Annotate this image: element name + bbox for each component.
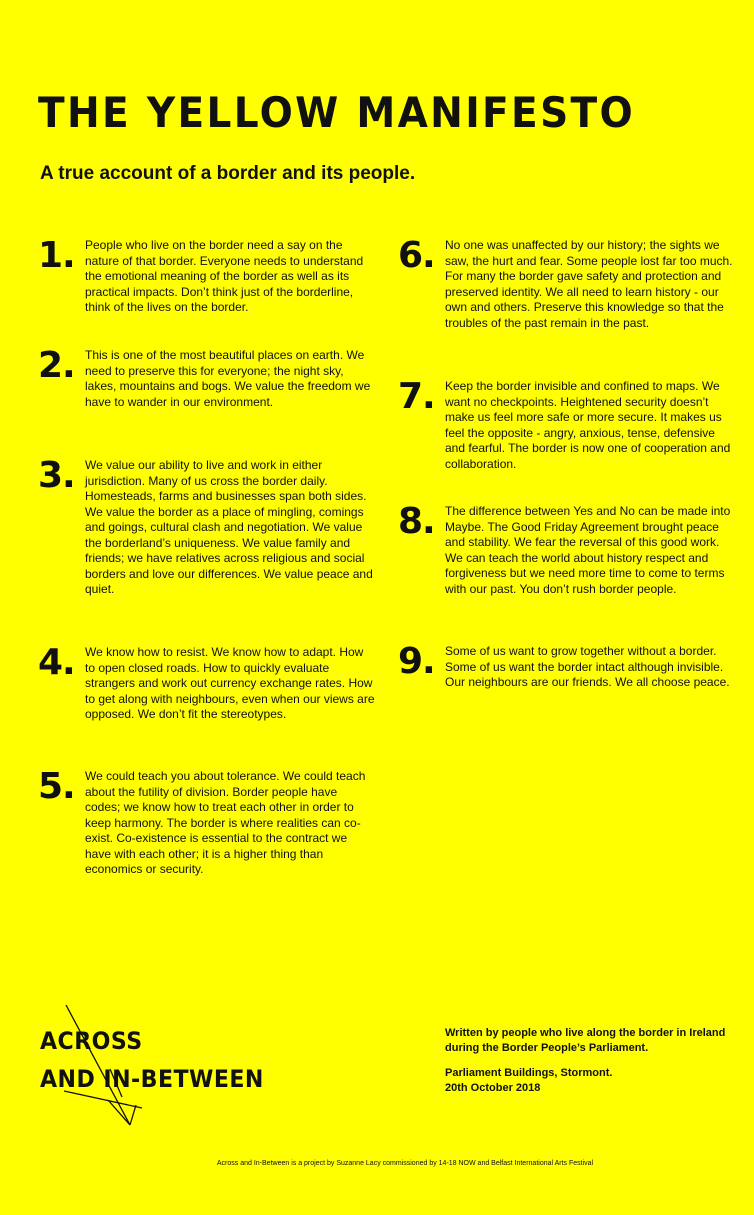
item-text: We know how to resist. We know how to adapt. How to open closed roads. How to quickly evaluate strangers and work out currency exchange rates. How to get along with neighbours, even when our views are opposed. We don’t fit the stereotypes.	[85, 645, 375, 721]
credits-authors: Written by people who live along the border in Ireland during the Border People’s Parliament.	[445, 1027, 726, 1054]
item-number: 4.	[38, 642, 75, 683]
page-title: THE YELLOW MANIFESTO	[38, 88, 636, 137]
credits-date: 20th October 2018	[445, 1082, 541, 1094]
item-number: 8.	[398, 501, 435, 542]
across-and-in-between-logo	[38, 1005, 298, 1130]
item-text: People who live on the border need a say on the nature of that border. Everyone needs to understand the emotional meaning of the border as well as its practical impacts. Don’t think just of the borderline, think of the lives on the border.	[85, 238, 364, 314]
item-number: 5.	[38, 766, 75, 807]
item-text: Keep the border invisible and confined to maps. We want no checkpoints. Heightened security doesn’t make us feel more safe or more secure. It makes us feel the opposite - angry, anxious, tense, defensive and fearful. The border is now one of cooperation and collaboration.	[445, 379, 731, 471]
item-text: We value our ability to live and work in either jurisdiction. Many of us cross the border daily. Homesteads, farms and businesses span both sides. We value the border as a place of mingling, comings and goings, cultural clash and negotiation. We value the borderland’s uniqueness. We value family and friends; we have relatives across religious and social borders and love our differences. We value peace and quiet.	[85, 458, 373, 596]
item-number: 6.	[398, 235, 435, 276]
item-number: 3.	[38, 455, 75, 496]
item-number: 2.	[38, 345, 75, 386]
footer-note: Across and In-Between is a project by Suzanne Lacy commissioned by 14-18 NOW and Belfast International Arts Festival	[216, 1160, 594, 1167]
credits-venue: Parliament Buildings, Stormont.	[445, 1067, 613, 1079]
item-text: Some of us want to grow together without a border. Some of us want the border intact although invisible. Our neighbours are our friends. We all choose peace.	[445, 644, 730, 689]
item-number: 9.	[398, 641, 435, 682]
item-text: The difference between Yes and No can be made into Maybe. The Good Friday Agreement brought peace and stability. We fear the reversal of this good work. We can teach the world about history respect and forgiveness but we need more time to come to terms with our past. You don’t rush border people.	[445, 504, 731, 596]
item-text: This is one of the most beautiful places on earth. We need to preserve this for everyone; the night sky, lakes, mountains and bogs. We value the freedom we have to wander in our environment.	[85, 348, 371, 409]
logo-line-1: ACROSS	[40, 1027, 143, 1055]
item-text: No one was unaffected by our history; the sights we saw, the hurt and fear. Some people lost far too much. For many the border gave safety and protection and preserved identity. We all need to learn history - our own and others. Preserve this knowledge so that the troubles of the past remain in the past.	[445, 238, 733, 330]
logo-line-2: AND IN-BETWEEN	[40, 1065, 264, 1093]
page-subtitle: A true account of a border and its people.	[40, 163, 416, 184]
credits-block	[445, 1026, 745, 1106]
item-number: 1.	[38, 235, 75, 276]
item-text: We could teach you about tolerance. We could teach about the futility of division. Border people have codes; we know how to treat each other in order to keep harmony. The border is where realities can co-exist. Co-existence is essential to the contract we have with each other; it is a higher thing than economics or security.	[85, 769, 366, 876]
item-number: 7.	[398, 376, 435, 417]
